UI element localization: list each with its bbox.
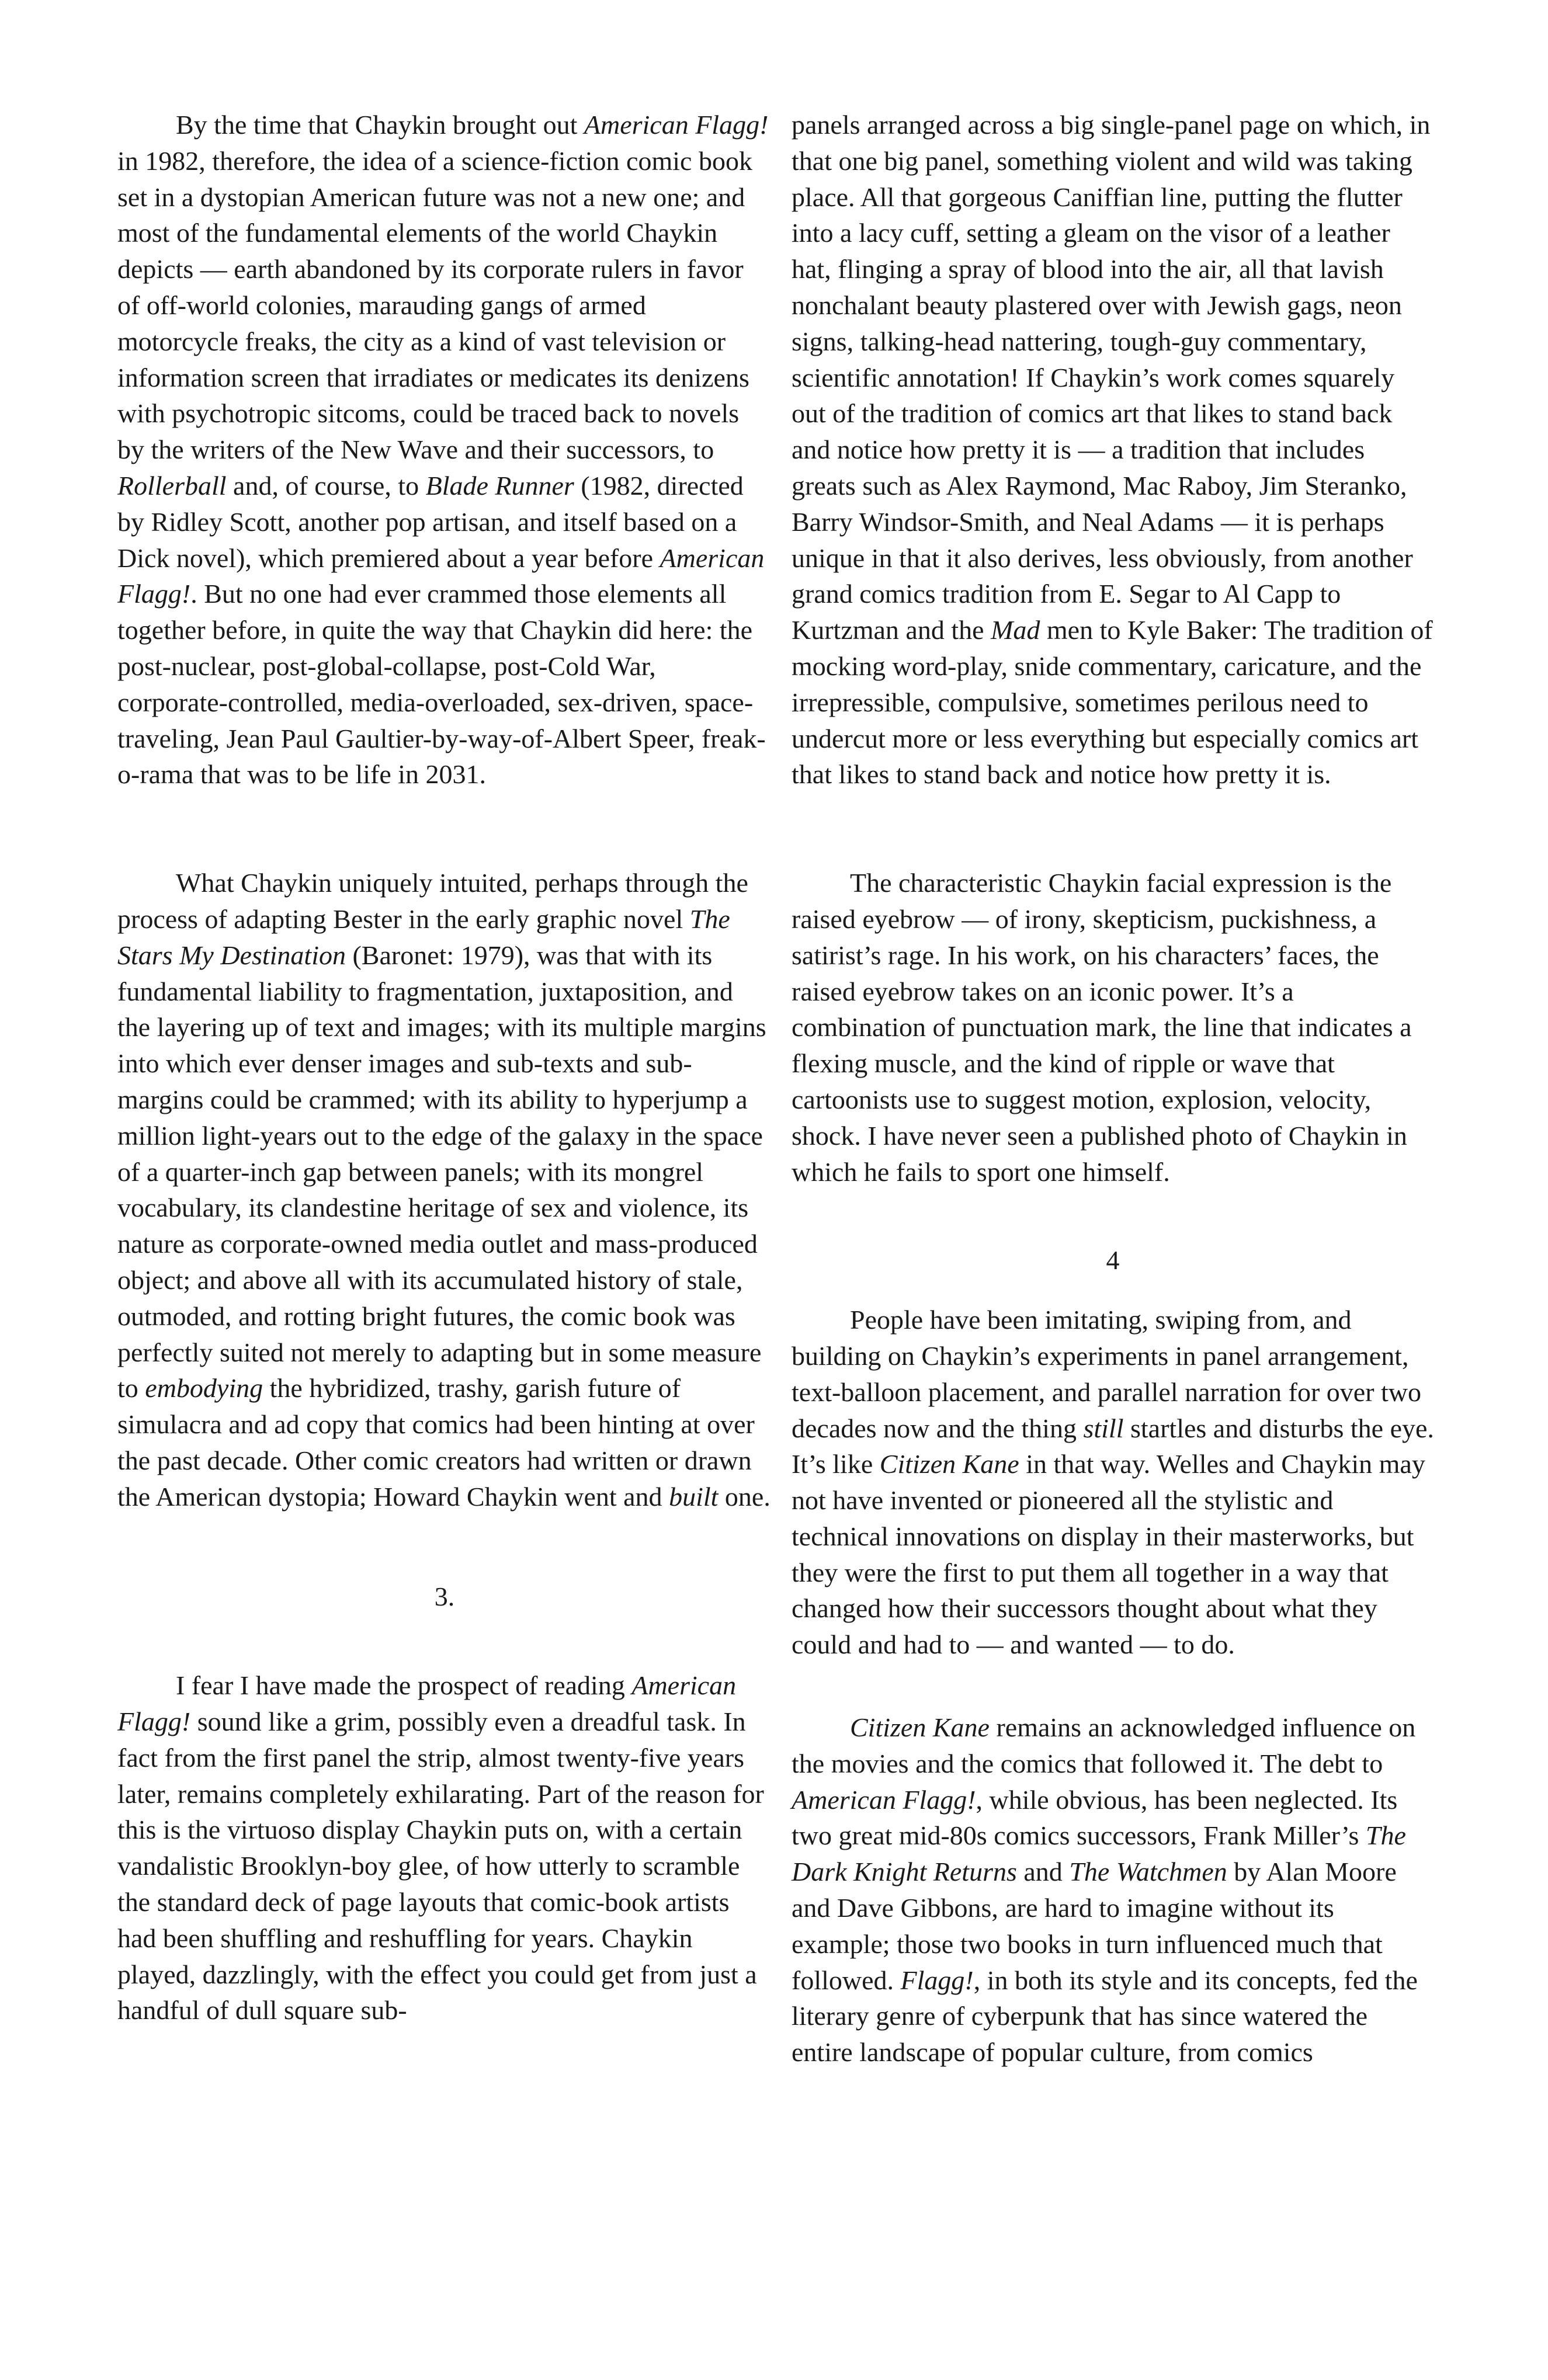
left-column xyxy=(117,107,772,2028)
italic-title: American Flagg! xyxy=(117,543,765,609)
section-heading: 4 xyxy=(1106,1245,1120,1276)
right-column xyxy=(792,107,1434,2070)
paragraph-gap xyxy=(792,793,1434,865)
italic-title: American Flagg! xyxy=(584,110,769,140)
italic-title: embodying xyxy=(145,1373,263,1403)
italic-title: The Dark Knight Returns xyxy=(792,1820,1406,1887)
italic-title: Citizen Kane xyxy=(850,1712,990,1743)
paragraph-gap xyxy=(117,1514,772,1579)
italic-title: Blade Runner xyxy=(425,470,574,501)
italic-title: The Watchmen xyxy=(1069,1857,1227,1887)
paragraph: What Chaykin uniquely intuited, perhaps through the process of adapting Bester in the early graphic novel The Stars My Destination (Baronet: 1979), was that with its fundamental liability to fragmentation, juxtaposition, and the layering up of text and images; with its multiple margins into which ever denser images and sub-texts and sub-margins could be crammed; with its ability to hyperjump a million light-years out to the edge of the galaxy in the space of a quarter-inch gap between panels; with its mongrel vocabulary, its clandestine heritage of sex and violence, its nature as corporate-owned media outlet and mass-produced object; and above all with its accumulated history of stale, outmoded, and rotting bright futures, the comic book was perfectly suited not merely to adapting but in some measure to embodying the hybridized, trashy, garish future of simulacra and ad copy that comics had been hinting at over the past decade. Other comic creators had written or drawn the American dystopia; Howard Chaykin went and built one. xyxy=(117,868,770,1512)
italic-title: Rollerball xyxy=(117,470,227,501)
paragraph: People have been imitating, swiping from, and building on Chaykin’s experiments in panel arrangement, text-balloon placement, and parallel narration for over two decades now and the thing still startles and disturbs the eye. It’s like Citizen Kane in that way. Welles and Chaykin may not have invented or pioneered all the stylistic and technical innovations on display in their masterworks, but they were the first to put them all together in a way that changed how their successors thought about what they could and had to — and wanted — to do. xyxy=(792,1305,1434,1660)
paragraph-gap xyxy=(792,1663,1434,1710)
paragraph: The characteristic Chaykin facial expression is the raised eyebrow — of irony, skepticism, puckishness, a satirist’s rage. In his work, on his characters’ faces, the raised eyebrow takes on an iconic power. It’s a combination of punctuation mark, the line that indicates a flexing muscle, and the kind of ripple or wave that cartoonists use to suggest motion, explosion, velocity, shock. I have never seen a published photo of Chaykin in which he fails to sport one himself. xyxy=(792,868,1412,1187)
paragraph-gap xyxy=(117,1615,772,1667)
paragraph-gap xyxy=(792,1278,1434,1302)
italic-title: American Flagg! xyxy=(117,1670,737,1737)
paragraph: panels arranged across a big single-panel page on which, in that one big panel, something violent and wild was taking place. All that gorgeous Caniffian line, putting the flutter into a lacy cuff, setting a gleam on the visor of a leather hat, flinging a spray of blood into the air, all that lavish nonchalant beauty plastered over with Jewish gags, neon signs, talking-head nattering, tough-guy commentary, scientific annotation! If Chaykin’s work comes squarely out of the tradition of comics art that likes to stand back and notice how pretty it is — a tradition that includes greats such as Alex Raymond, Mac Raboy, Jim Steranko, Barry Windsor-Smith, and Neal Adams — it is perhaps unique in that it also derives, less obviously, from another grand comics tradition from E. Segar to Al Capp to Kurtzman and the Mad men to Kyle Baker: The tradition of mocking word-play, snide commentary, caricature, and the irrepressible, compulsive, sometimes perilous need to undercut more or less everything but especially comics art that likes to stand back and notice how pretty it is. xyxy=(792,110,1433,790)
italic-title: Citizen Kane xyxy=(879,1449,1019,1479)
italic-title: American Flagg! xyxy=(792,1784,976,1815)
italic-title: still xyxy=(1083,1413,1124,1443)
paragraph: By the time that Chaykin brought out American Flagg! in 1982, therefore, the idea of a science-fiction comic book set in a dystopian American future was not a new one; and most of the fundamental elements of the world Chaykin depicts — earth abandoned by its corporate rulers in favor of off-world colonies, marauding gangs of armed motorcycle freaks, the city as a kind of vast television or information screen that irradiates or medicates its denizens with psychotropic sitcoms, could be traced back to novels by the writers of the New Wave and their successors, to Rollerball and, of course, to Blade Runner (1982, directed by Ridley Scott, another pop artisan, and itself based on a Dick novel), which premiered about a year before American Flagg!. But no one had ever crammed those elements all together before, in quite the way that Chaykin did here: the post-nuclear, post-global-collapse, post-Cold War, corporate-controlled, media-overloaded, sex-driven, space-traveling, Jean Paul Gaultier-by-way-of-Albert Speer, freak-o-rama that was to be life in 2031. xyxy=(117,110,769,790)
italic-title: The Stars My Destination xyxy=(117,904,730,970)
section-heading: 3. xyxy=(434,1582,455,1612)
italic-title: built xyxy=(669,1481,719,1512)
paragraph: I fear I have made the prospect of reading American Flagg! sound like a grim, possibly even a dreadful task. In fact from the first panel the strip, almost twenty-five years later, remains completely exhilarating. Part of the reason for this is the virtuoso display Chaykin puts on, with a certain vandalistic Brooklyn-boy glee, of how utterly to scramble the standard deck of page layouts that comic-book artists had been shuffling and reshuffling for years. Chaykin played, dazzlingly, with the effect you could get from just a handful of dull square sub- xyxy=(117,1670,764,2025)
paragraph: Citizen Kane remains an acknowledged influence on the movies and the comics that followed it. The debt to American Flagg!, while obvious, has been neglected. Its two great mid-80s comics successors, Frank Miller’s The Dark Knight Returns and The Watchmen by Alan Moore and Dave Gibbons, are hard to imagine without its example; those two books in turn influenced much that followed. Flagg!, in both its style and its concepts, fed the literary genre of cyberpunk that has since watered the entire landscape of popular culture, from comics xyxy=(792,1712,1418,2068)
italic-title: Flagg! xyxy=(900,1965,974,1995)
italic-title: Mad xyxy=(991,615,1040,645)
paragraph-gap xyxy=(117,793,772,865)
paragraph-gap xyxy=(792,1190,1434,1242)
